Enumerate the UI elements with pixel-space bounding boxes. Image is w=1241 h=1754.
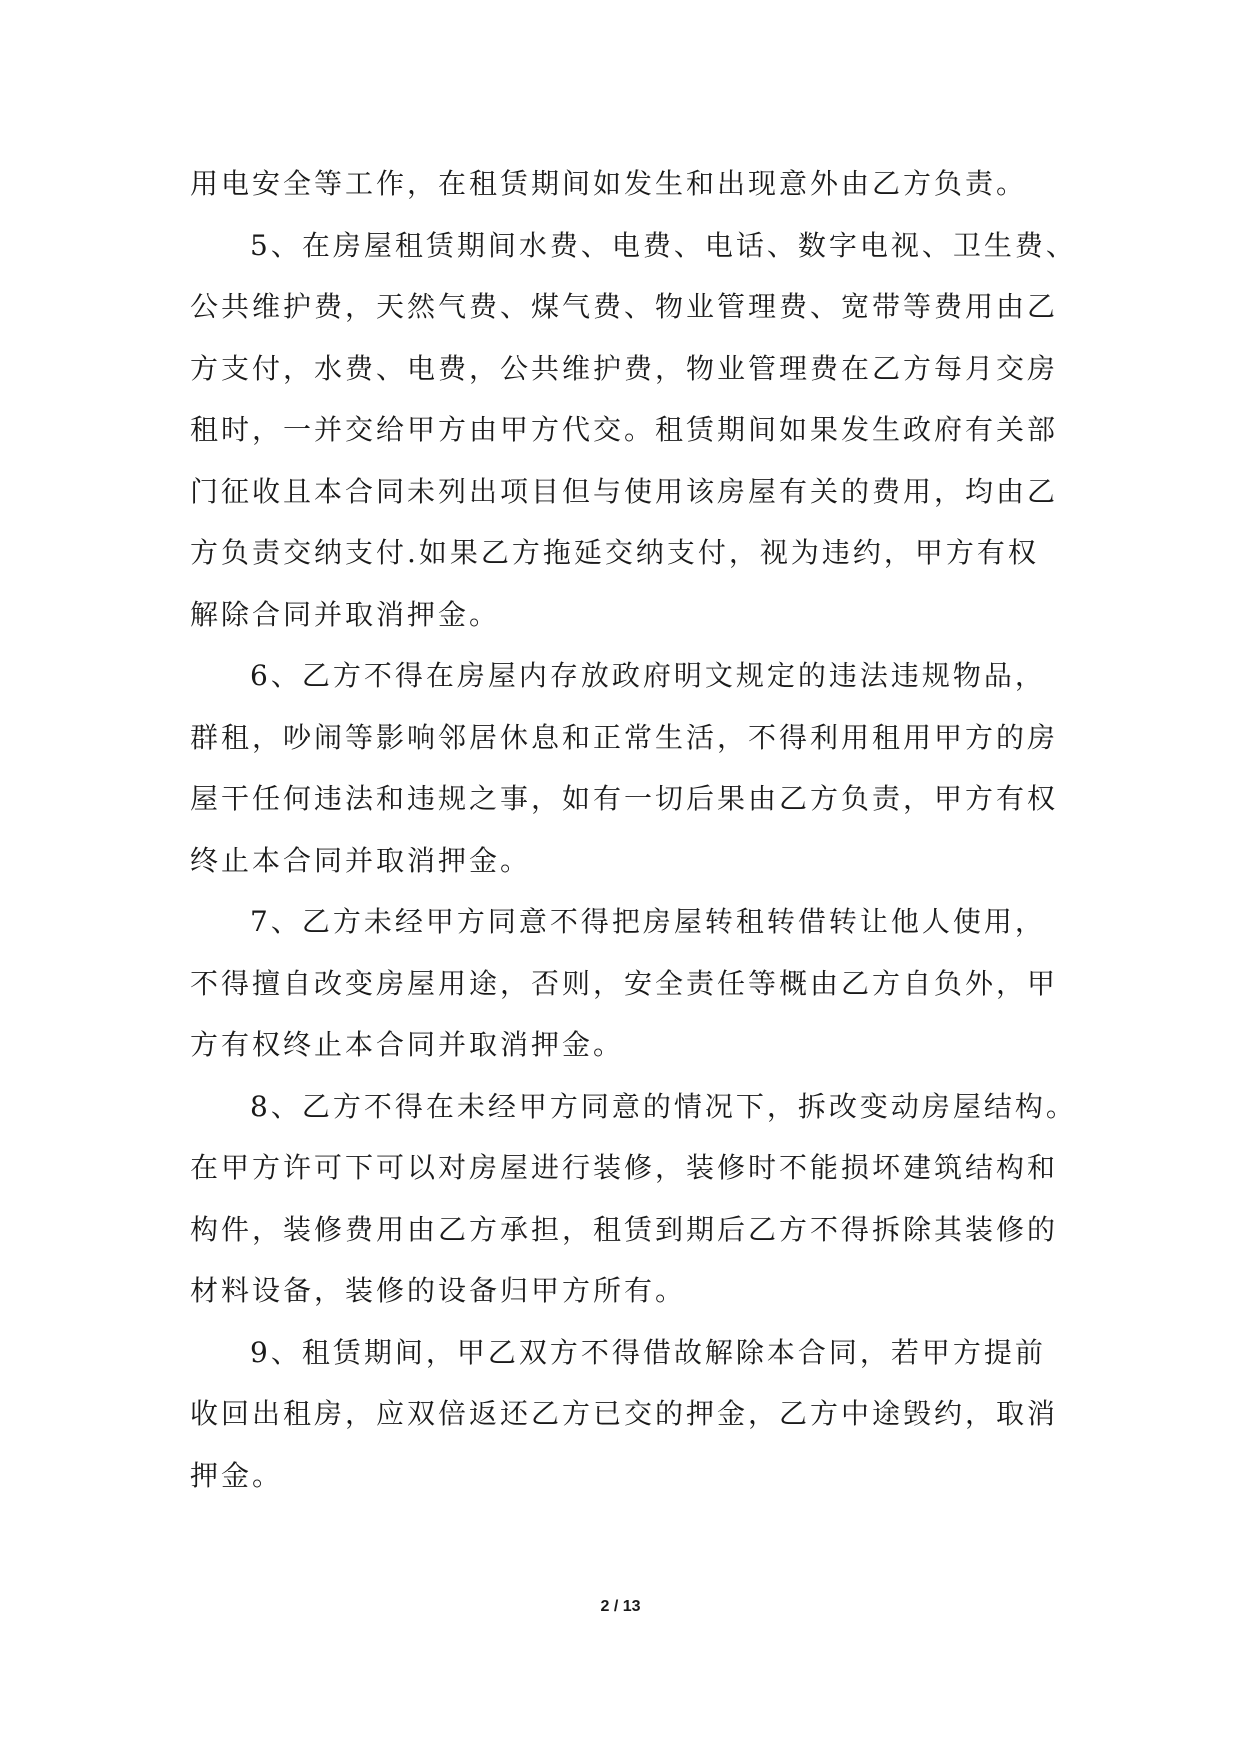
text-line: 方支付，水费、电费，公共维护费，物业管理费在乙方每月交房 bbox=[190, 351, 1059, 385]
text-line: 屋干任何违法和违规之事，如有一切后果由乙方负责，甲方有权 bbox=[190, 782, 1059, 815]
text-line: 公共维护费，天然气费、煤气费、物业管理费、宽带等费用由乙 bbox=[190, 290, 1059, 323]
text-line: 不得擅自改变房屋用途，否则，安全责任等概由乙方自负外，甲 bbox=[190, 966, 1059, 1000]
page-number: 2 / 13 bbox=[600, 1598, 641, 1615]
text-line: 构件，装修费用由乙方承担，租赁到期后乙方不得拆除其装修的 bbox=[190, 1212, 1059, 1246]
text-line: 方负责交纳支付.如果乙方拖延交纳支付，视为违约，甲方有权 bbox=[190, 536, 1039, 569]
paragraph-8-first-line: 8、乙方不得在未经甲方同意的情况下，拆改变动房屋结构。 bbox=[250, 1089, 1077, 1123]
text-line: 解除合同并取消押金。 bbox=[190, 597, 501, 631]
text-line: 押金。 bbox=[190, 1458, 284, 1492]
paragraph-6-first-line: 6、乙方不得在房屋内存放政府明文规定的违法违规物品， bbox=[250, 659, 1046, 692]
text-line: 材料设备，装修的设备归甲方所有。 bbox=[190, 1274, 687, 1307]
paragraph-9-first-line: 9、租赁期间，甲乙双方不得借故解除本合同，若甲方提前 bbox=[250, 1335, 1046, 1369]
text-line: 用电安全等工作，在租赁期间如发生和出现意外由乙方负责。 bbox=[190, 167, 1028, 200]
paragraph-5-first-line: 5、在房屋租赁期间水费、电费、电话、数字电视、卫生费、 bbox=[250, 228, 1077, 262]
text-line: 租时，一并交给甲方由甲方代交。租赁期间如果发生政府有关部 bbox=[190, 413, 1059, 446]
text-line: 门征收且本合同未列出项目但与使用该房屋有关的费用，均由乙 bbox=[190, 474, 1059, 508]
text-line: 方有权终止本合同并取消押金。 bbox=[190, 1028, 625, 1061]
text-line: 收回出租房，应双倍返还乙方已交的押金，乙方中途毁约，取消 bbox=[190, 1397, 1059, 1430]
document-body bbox=[190, 153, 1077, 1506]
text-line: 终止本合同并取消押金。 bbox=[190, 843, 532, 877]
text-line: 在甲方许可下可以对房屋进行装修，装修时不能损坏建筑结构和 bbox=[190, 1151, 1059, 1184]
paragraph-7-first-line: 7、乙方未经甲方同意不得把房屋转租转借转让他人使用， bbox=[250, 905, 1046, 938]
text-line: 群租，吵闹等影响邻居休息和正常生活，不得利用租用甲方的房 bbox=[190, 720, 1059, 754]
